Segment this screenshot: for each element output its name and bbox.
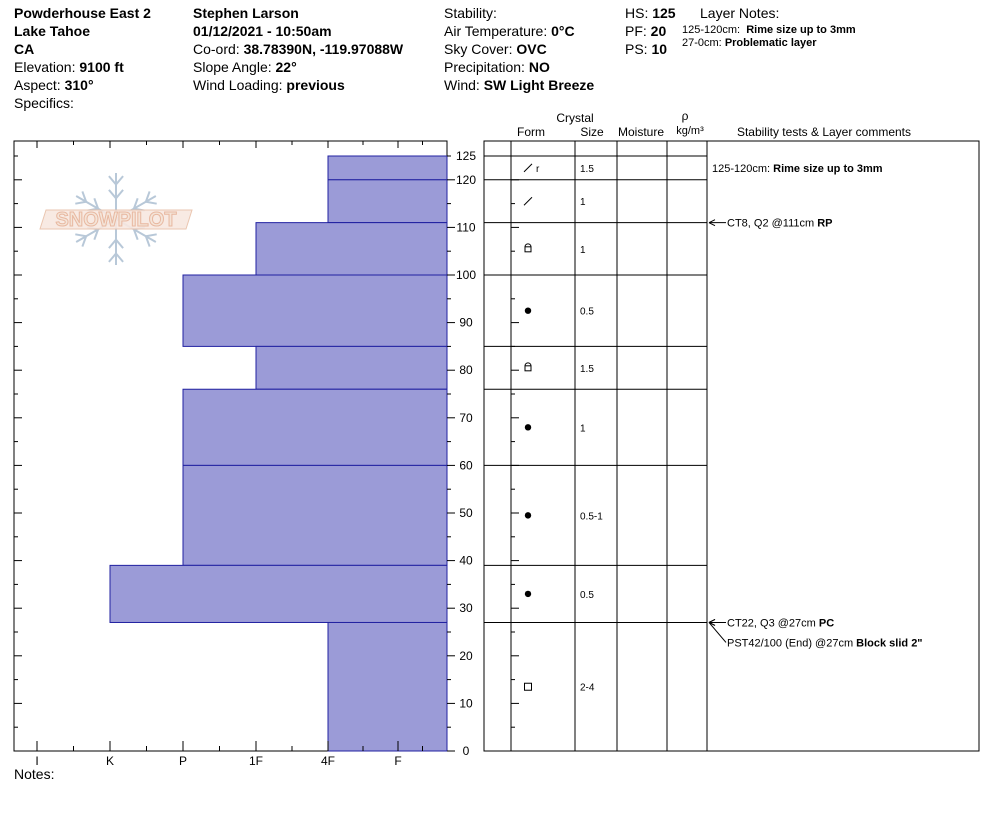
hardness-bar [110,565,447,622]
specifics-label: Specifics: [14,95,74,111]
flake-branch [146,234,157,236]
grain-size: 1 [580,197,586,209]
height-tick-label: 80 [459,363,473,378]
flake-branch [116,176,123,184]
rime-icon [524,164,532,172]
rime-label: r [536,163,540,175]
stability-test [727,637,923,649]
hardness-bar [328,622,447,751]
hardness-tick-label: F [394,754,402,768]
hardness-bar [328,156,447,180]
coord-value: 38.78390N, -119.97088W [243,41,404,57]
stability-tests [709,163,923,650]
layer-row [525,683,595,694]
wind-loading-value: previous [286,77,345,93]
flake-branch [75,202,86,204]
height-tick-label: 100 [455,268,477,282]
pf-value: 20 [650,23,667,39]
observation-datetime: 01/12/2021 - 10:50am [193,23,332,39]
hardness-tick-label: 4F [320,754,336,768]
layer-notes-label: Layer Notes: [700,5,780,21]
height-tick-label: 0 [462,744,470,758]
air-temp-label: Air Temperature: [444,23,548,39]
rounded-grain-icon [525,424,531,430]
form-header: Form [517,125,545,139]
region-name: Lake Tahoe [14,23,90,39]
height-tick-label: 50 [459,506,473,520]
grain-size: 1.5 [580,363,594,375]
layer-note-range: 125-120cm: [682,24,741,36]
stability-label: Stability: [444,5,497,21]
grain-size: 1 [580,244,586,256]
height-tick-label: 110 [456,220,476,235]
density-unit: kg/m³ [676,125,704,137]
hardness-bar [183,389,447,465]
sky-label: Sky Cover: [444,41,513,57]
pf-label: PF: [625,23,647,39]
layer-note-text: Rime size up to 3mm [746,24,856,36]
test-arrow-line [709,622,726,642]
hardness-bar [183,275,447,346]
comment-range: 125-120cm: [712,162,774,175]
layer-table [524,164,603,694]
comment-text: Rime size up to 3mm [773,162,883,175]
flake-branch [109,254,116,262]
flake-branch [146,202,157,204]
grain-size: 0.5 [580,306,594,318]
height-tick-label: 125 [455,149,477,163]
flake-branch [116,254,123,262]
test-result: PC [818,617,835,630]
decomposing-icon [524,197,532,205]
stability-test [727,617,834,629]
test-result: RP [817,217,833,230]
hardness-bar [256,346,447,389]
hardness-bars [110,156,447,751]
table-column-lines [484,141,707,751]
slope-value: 22° [275,59,297,75]
layer-row [524,164,594,175]
slope-label: Slope Angle: [193,59,272,75]
height-tick-label: 10 [459,696,473,711]
grain-size: 1 [580,423,586,435]
precip-label: Precipitation: [444,59,525,75]
state-name: CA [14,41,35,57]
flake-branch [75,234,86,236]
snowpilot-logo [40,173,192,265]
logo-text: SNOWPILOT [55,209,177,231]
hardness-tick-label: P [178,754,188,768]
flake-branch [109,190,116,198]
height-tick-label: 70 [459,410,473,425]
rounded-grain-icon [525,591,531,597]
elevation-label: Elevation: [14,59,76,75]
observer-name: Stephen Larson [193,5,299,21]
layer-row [525,511,603,522]
aspect-label: Aspect: [14,77,61,93]
faceted-rounded-icon [525,247,531,252]
crystal-header: Crystal [556,111,594,125]
layer-row [524,197,586,208]
hardness-bar [256,223,447,275]
hs-label: HS: [625,5,649,21]
flake-branch [109,176,116,184]
hardness-tick-label: 1F [248,754,264,768]
wind-value: SW Light Breeze [483,77,595,93]
grain-size: 2-4 [580,682,595,694]
grain-size: 0.5 [580,589,594,601]
air-temp-value: 0°C [551,23,575,39]
size-header: Size [580,125,604,139]
faceted-grain-icon [525,683,532,690]
stability-header: Stability tests & Layer comments [736,125,912,139]
layer-row [525,590,595,601]
grain-size: 1.5 [580,163,594,175]
grain-size: 0.5-1 [580,511,603,523]
layer-note-range: 27-0cm: [682,37,722,49]
sky-value: OVC [516,41,547,57]
precip-value: NO [528,59,550,75]
test-result: Block slid 2" [856,637,923,650]
layer-note-text: Problematic layer [724,37,817,49]
ps-label: PS: [625,41,648,57]
layer-row [525,363,594,375]
height-tick-label: 90 [459,315,473,330]
hardness-bar [328,180,447,223]
profile-table-frame [484,141,979,751]
height-tick-label: 40 [459,553,473,568]
elevation-value: 9100 ft [79,59,124,75]
height-tick-label: 30 [459,601,473,616]
moisture-header: Moisture [617,125,665,139]
flake-branch [109,240,116,248]
height-tick-label: 60 [459,458,473,473]
faceted-rounded-icon [525,366,531,371]
hardness-tick-label: I [35,754,39,768]
hardness-tick-label: K [105,754,115,768]
test-description: CT8, Q2 @111cm [727,217,818,230]
wind-label: Wind: [444,77,480,93]
rounded-grain-icon [525,308,531,314]
density-symbol: ρ [681,109,689,123]
aspect-value: 310° [64,77,94,93]
ps-value: 10 [651,41,668,57]
hardness-bar [183,465,447,565]
stability-test [727,218,833,230]
test-description: CT22, Q3 @27cm [727,617,819,630]
flake-branch [116,240,123,248]
hs-value: 125 [652,5,676,21]
layer-row [525,423,586,434]
layer-row [525,244,586,256]
layer-comment [712,163,883,175]
flake-branch [116,190,123,198]
wind-loading-label: Wind Loading: [193,77,283,93]
height-tick-label: 120 [455,172,477,187]
coord-label: Co-ord: [193,41,240,57]
rounded-grain-icon [525,512,531,518]
location-name: Powderhouse East 2 [14,5,151,21]
layer-row [525,307,595,318]
notes-label: Notes: [14,766,55,782]
test-description: PST42/100 (End) @27cm [727,637,857,650]
height-tick-label: 20 [459,648,473,663]
